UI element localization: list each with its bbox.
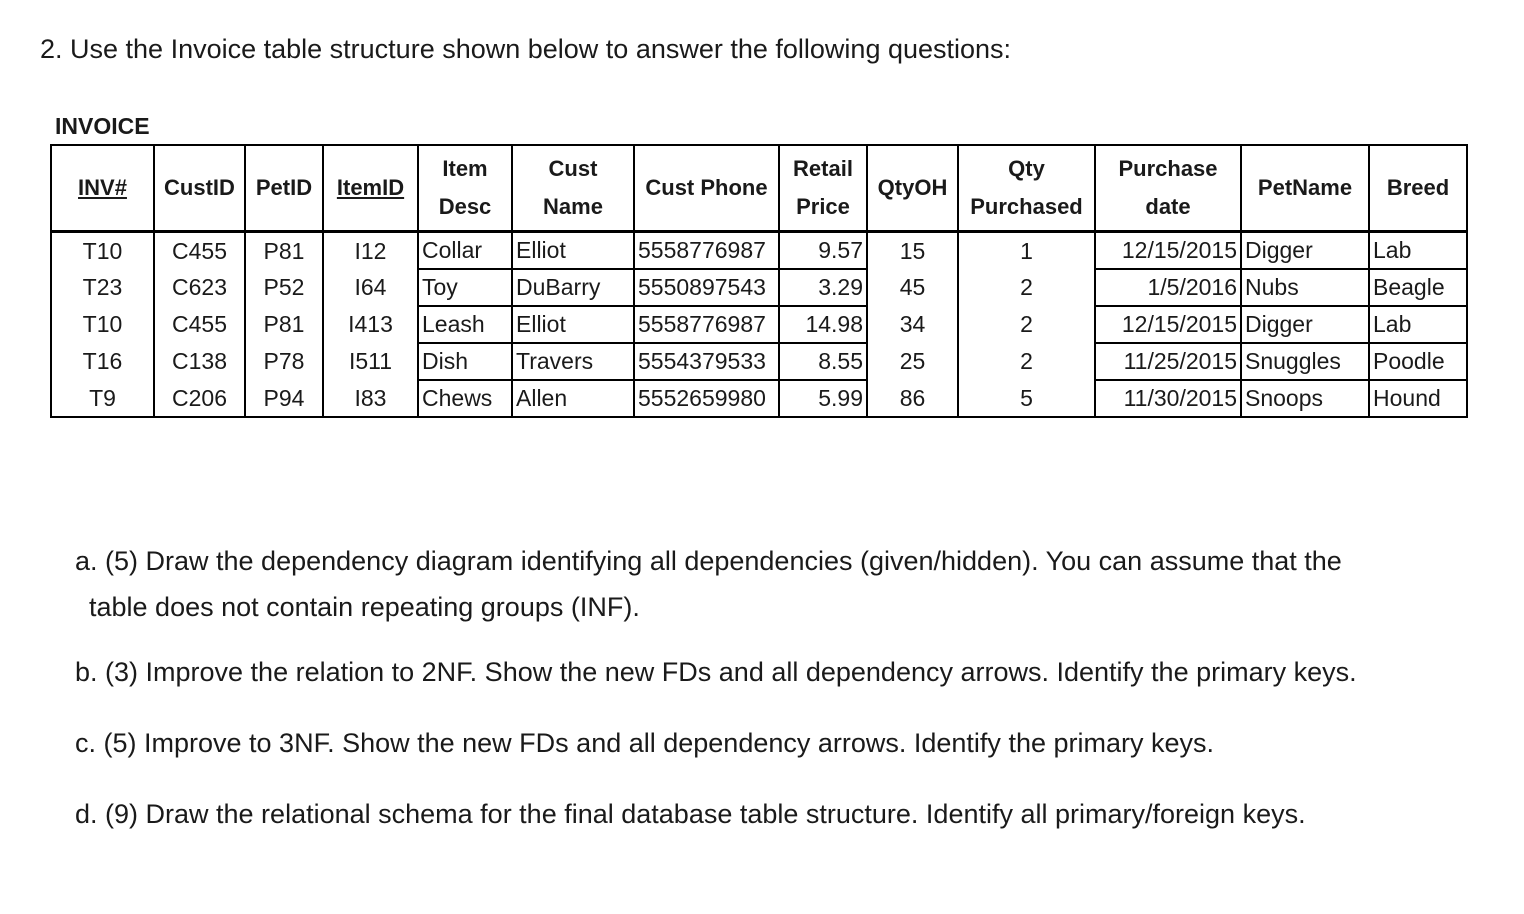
col-header-purchase-date: Purchase date [1095,145,1241,232]
col-header-qty-purchased: Qty Purchased [958,145,1095,232]
table-row [51,269,1467,306]
cell-petname: Snuggles [1241,343,1369,380]
cell-purchase-date: 1/5/2016 [1095,269,1241,306]
col-header-petname: PetName [1241,145,1369,232]
cell-qtyoh: 45 [867,269,958,306]
cell-purchase-date: 12/15/2015 [1095,306,1241,343]
cell-retail-price: 5.99 [779,380,867,417]
table-header-row [51,145,1467,232]
cell-petname: Nubs [1241,269,1369,306]
cell-cust-phone: 5558776987 [634,306,779,343]
cell-cust-phone: 5554379533 [634,343,779,380]
cell-inv: T16 [51,343,154,380]
cell-inv: T10 [51,232,154,270]
cell-qtyoh: 86 [867,380,958,417]
cell-qty-purchased: 5 [958,380,1095,417]
col-header-cust-name: Cust Name [512,145,634,232]
cell-cust-name: DuBarry [512,269,634,306]
cell-retail-price: 8.55 [779,343,867,380]
col-header-item-desc: Item Desc [418,145,512,232]
cell-petid: P78 [245,343,323,380]
cell-itemid: I12 [323,232,418,270]
table-row [51,306,1467,343]
cell-petid: P94 [245,380,323,417]
question-d: d. (9) Draw the relational schema for the final database table structure. Identify all primary/foreign keys. [75,799,1306,829]
cell-purchase-date: 12/15/2015 [1095,232,1241,270]
cell-item-desc: Dish [418,343,512,380]
question-a-line1: a. (5) Draw the dependency diagram identifying all dependencies (given/hidden). You can assume that the [75,546,1342,576]
cell-qtyoh: 25 [867,343,958,380]
cell-qtyoh: 34 [867,306,958,343]
cell-breed: Beagle [1369,269,1467,306]
cell-breed: Lab [1369,232,1467,270]
cell-cust-phone: 5558776987 [634,232,779,270]
cell-petname: Digger [1241,232,1369,270]
question-c: c. (5) Improve to 3NF. Show the new FDs and all dependency arrows. Identify the primary keys. [75,728,1214,758]
cell-qty-purchased: 2 [958,306,1095,343]
cell-breed: Lab [1369,306,1467,343]
cell-itemid: I511 [323,343,418,380]
col-header-custid: CustID [154,145,245,232]
col-header-cust-phone: Cust Phone [634,145,779,232]
cell-retail-price: 3.29 [779,269,867,306]
cell-petname: Digger [1241,306,1369,343]
cell-custid: C455 [154,306,245,343]
cell-purchase-date: 11/25/2015 [1095,343,1241,380]
cell-petid: P81 [245,306,323,343]
col-header-petid: PetID [245,145,323,232]
cell-breed: Poodle [1369,343,1467,380]
question-title: 2. Use the Invoice table structure shown below to answer the following questions: [40,34,1012,64]
cell-custid: C206 [154,380,245,417]
cell-item-desc: Toy [418,269,512,306]
cell-petname: Snoops [1241,380,1369,417]
cell-breed: Hound [1369,380,1467,417]
cell-inv: T10 [51,306,154,343]
question-b: b. (3) Improve the relation to 2NF. Show the new FDs and all dependency arrows. Identify the primary keys. [75,657,1357,687]
cell-inv: T9 [51,380,154,417]
cell-item-desc: Leash [418,306,512,343]
col-header-inv: INV# [51,145,154,232]
cell-qty-purchased: 2 [958,343,1095,380]
cell-petid: P81 [245,232,323,270]
cell-cust-name: Elliot [512,232,634,270]
cell-qtyoh: 15 [867,232,958,270]
invoice-table [50,144,1468,418]
question-a-line2: table does not contain repeating groups (INF). [89,592,640,622]
cell-custid: C455 [154,232,245,270]
question-a [75,538,1342,630]
cell-retail-price: 9.57 [779,232,867,270]
table-row [51,380,1467,417]
cell-itemid: I83 [323,380,418,417]
col-header-retail-price: Retail Price [779,145,867,232]
cell-purchase-date: 11/30/2015 [1095,380,1241,417]
col-header-qtyoh: QtyOH [867,145,958,232]
cell-cust-name: Travers [512,343,634,380]
cell-cust-phone: 5552659980 [634,380,779,417]
cell-cust-phone: 5550897543 [634,269,779,306]
cell-retail-price: 14.98 [779,306,867,343]
cell-item-desc: Collar [418,232,512,270]
cell-itemid: I413 [323,306,418,343]
cell-qty-purchased: 2 [958,269,1095,306]
cell-itemid: I64 [323,269,418,306]
cell-inv: T23 [51,269,154,306]
cell-qty-purchased: 1 [958,232,1095,270]
cell-petid: P52 [245,269,323,306]
cell-cust-name: Allen [512,380,634,417]
cell-cust-name: Elliot [512,306,634,343]
col-header-breed: Breed [1369,145,1467,232]
table-row [51,232,1467,270]
table-row [51,343,1467,380]
col-header-itemid: ItemID [323,145,418,232]
cell-custid: C138 [154,343,245,380]
cell-custid: C623 [154,269,245,306]
table-label: INVOICE [55,113,150,139]
cell-item-desc: Chews [418,380,512,417]
